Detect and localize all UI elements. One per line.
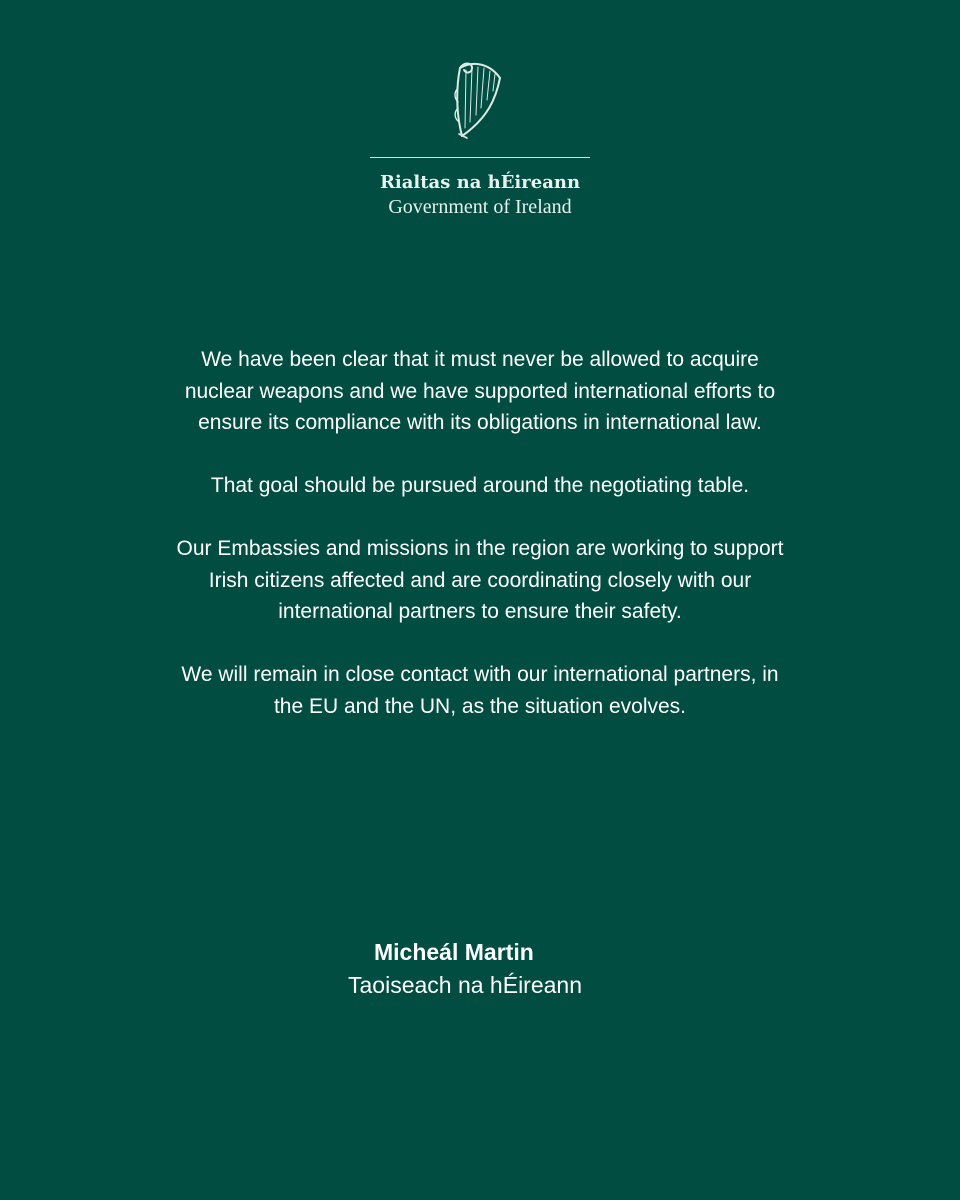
statement-paragraph: That goal should be pursued around the negotiating table.	[210, 474, 750, 497]
harp-icon	[450, 58, 510, 142]
statement-paragraph: We have been clear that it must never be allowed to acquire nuclear weapons and we have supported international efforts to ensure its compliance with its obligations in international law.	[184, 348, 776, 434]
signatory-title: Taoiseach na hÉireann	[348, 972, 582, 998]
government-name-english: Government of Ireland	[388, 196, 572, 218]
government-name-irish: Rialtas na hÉireann	[379, 172, 581, 193]
header-divider	[370, 157, 590, 158]
statement-paragraph: Our Embassies and missions in the region are working to support Irish citizens affected and are coordinating closely with our international partners to ensure their safety.	[176, 537, 784, 623]
statement-paragraph: We will remain in close contact with our international partners, in the EU and the UN, as the situation evolves.	[181, 663, 779, 718]
signatory-name: Micheál Martin	[374, 939, 534, 965]
government-crest	[0, 58, 960, 142]
statement-body	[170, 344, 790, 722]
